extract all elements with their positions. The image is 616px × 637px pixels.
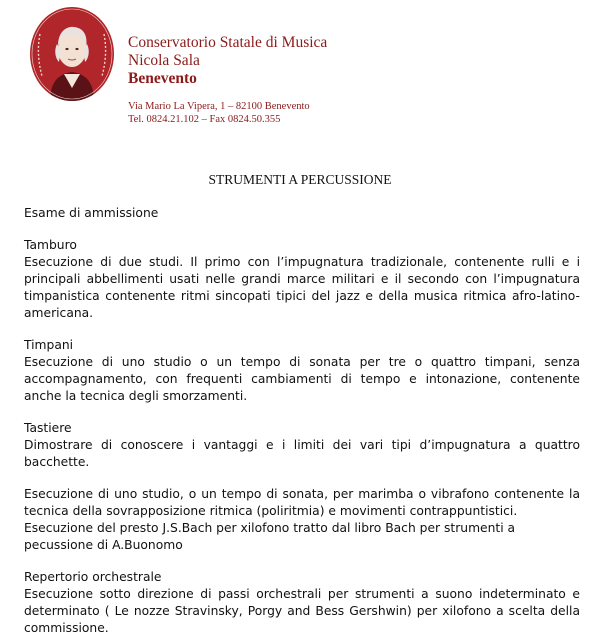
section-heading-timpani: Timpani <box>24 338 74 352</box>
section-text-tastiere-2: Esecuzione di uno studio, o un tempo di sonata, per marimba o vibrafono contenente la tecnica della sovrapposizione ritmica (poliritmia) e movimenti contrappuntistici. <box>24 487 580 518</box>
document-body <box>24 205 580 637</box>
institution-header <box>128 34 327 88</box>
institution-contact <box>128 100 310 126</box>
section-heading-tamburo: Tamburo <box>24 238 77 252</box>
institution-phone-fax: Tel. 0824.21.102 – Fax 0824.50.355 <box>128 114 281 125</box>
section-text-timpani: Esecuzione di uno studio o un tempo di sonata per tre o quattro timpani, senza accompagnamento, con frequenti cambiamenti di tempo e intonazione, contenente anche la tecnica degli smorzamenti. <box>24 355 580 403</box>
document-title: STRUMENTI A PERCUSSIONE <box>208 172 392 187</box>
section-text-repertorio: Esecuzione sotto direzione di passi orchestrali per strumenti a suono indeterminato e determinato ( Le nozze Stravinsky, Porgy and Bess Gershwin) per xilofono a scelta della commissione. <box>24 587 580 635</box>
section-text-tastiere-1: Dimostrare di conoscere i vantaggi e i limiti dei vari tipi d’impugnatura a quattro bacchette. <box>24 438 580 469</box>
institution-address: Via Mario La Vipera, 1 – 82100 Benevento <box>128 101 310 112</box>
document-subtitle: Esame di ammissione <box>24 206 159 220</box>
conservatory-seal-logo <box>28 4 116 104</box>
section-text-tastiere-3: Esecuzione del presto J.S.Bach per xilofono tratto dal libro Bach per strumenti a pecussione di A.Buonomo <box>24 521 516 552</box>
section-text-tamburo: Esecuzione di due studi. Il primo con l’impugnatura tradizionale, contenente rulli e i principali abbellimenti usati nelle grandi marce militari e il secondo con l’impugnatura timpanistica contenente ritmi sincopati tipici del jazz e della musica ritmica afro-latino-americana. <box>24 255 580 320</box>
institution-name: Conservatorio Statale di Musica <box>128 34 328 51</box>
institution-subname: Nicola Sala <box>128 52 200 69</box>
section-heading-repertorio: Repertorio orchestrale <box>24 570 162 584</box>
institution-city: Benevento <box>128 70 197 87</box>
section-heading-tastiere: Tastiere <box>24 421 72 435</box>
